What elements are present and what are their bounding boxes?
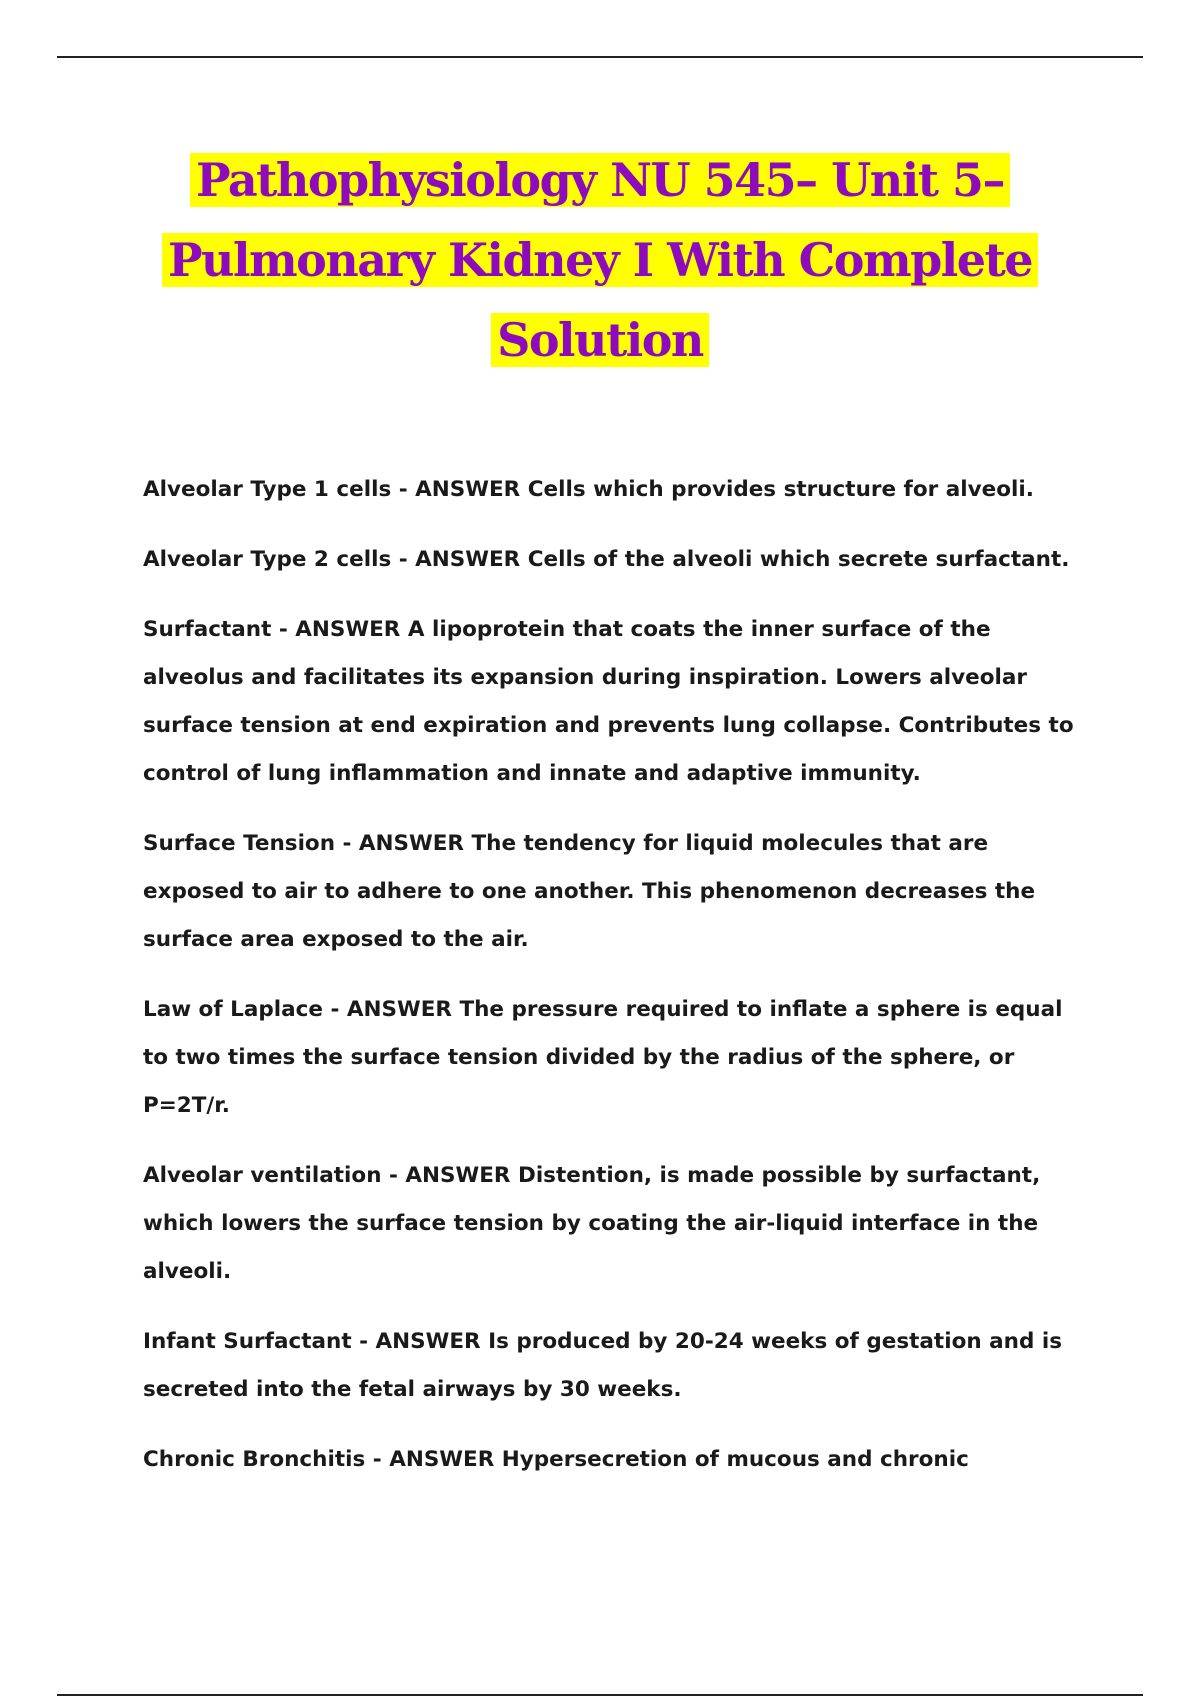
qa-answer: Is produced by 20-24 weeks of gestation and is secreted into the fetal airways by 30 weeks. (143, 1329, 1062, 1402)
qa-separator: - ANSWER (391, 547, 528, 572)
qa-term: Alveolar ventilation (143, 1163, 382, 1188)
qa-separator: - ANSWER (351, 1329, 489, 1354)
qa-entry (143, 986, 1080, 1130)
qa-term: Chronic Bronchitis (143, 1447, 366, 1472)
qa-entry (143, 466, 1080, 514)
title-line-3: Solution (491, 313, 709, 367)
qa-answer: Hypersecretion of mucous and chronic (501, 1447, 969, 1472)
title-line-2: Pulmonary Kidney I With Complete (162, 233, 1038, 287)
qa-separator: - ANSWER (381, 1163, 518, 1188)
qa-term: Alveolar Type 1 cells (143, 477, 392, 502)
title-line-1: Pathophysiology NU 545– Unit 5– (190, 153, 1010, 207)
qa-entry (143, 536, 1080, 584)
qa-entry (143, 1436, 1080, 1484)
qa-answer: The tendency for liquid molecules that are exposed to air to adhere to one another. This phenomenon decreases the surface area exposed to the air. (143, 831, 1036, 952)
top-horizontal-rule (57, 56, 1143, 58)
qa-term: Surfactant (143, 617, 272, 642)
qa-answer: Cells which provides structure for alveoli. (527, 477, 1034, 502)
qa-separator: - ANSWER (322, 997, 460, 1022)
qa-answer: Cells of the alveoli which secrete surfactant. (527, 547, 1070, 572)
qa-separator: - ANSWER (271, 617, 408, 642)
qa-separator: - ANSWER (335, 831, 472, 856)
qa-entry (143, 1152, 1080, 1296)
qa-term: Alveolar Type 2 cells (143, 547, 392, 572)
document-title (100, 140, 1100, 380)
qa-term: Surface Tension (143, 831, 336, 856)
qa-term: Law of Laplace (143, 997, 323, 1022)
qa-answer: A lipoprotein that coats the inner surface of the alveolus and facilitates its expansion during inspiration. Lowers alveolar surface tension at end expiration and prevents lung collapse. Contributes to control of lung inflammation and innate and adaptive immunity. (143, 617, 1074, 786)
qa-term: Infant Surfactant (143, 1329, 352, 1354)
qa-entry (143, 606, 1080, 798)
qa-entry (143, 820, 1080, 964)
qa-entry (143, 1318, 1080, 1414)
bottom-horizontal-rule (57, 1694, 1143, 1696)
qa-list (143, 466, 1080, 1506)
qa-answer: Distention, is made possible by surfactant, which lowers the surface tension by coating the air-liquid interface in the alveoli. (143, 1163, 1041, 1284)
qa-separator: - ANSWER (365, 1447, 502, 1472)
qa-answer: The pressure required to inflate a sphere is equal to two times the surface tension divided by the radius of the sphere, or P=2T/r. (143, 997, 1063, 1118)
qa-separator: - ANSWER (391, 477, 528, 502)
